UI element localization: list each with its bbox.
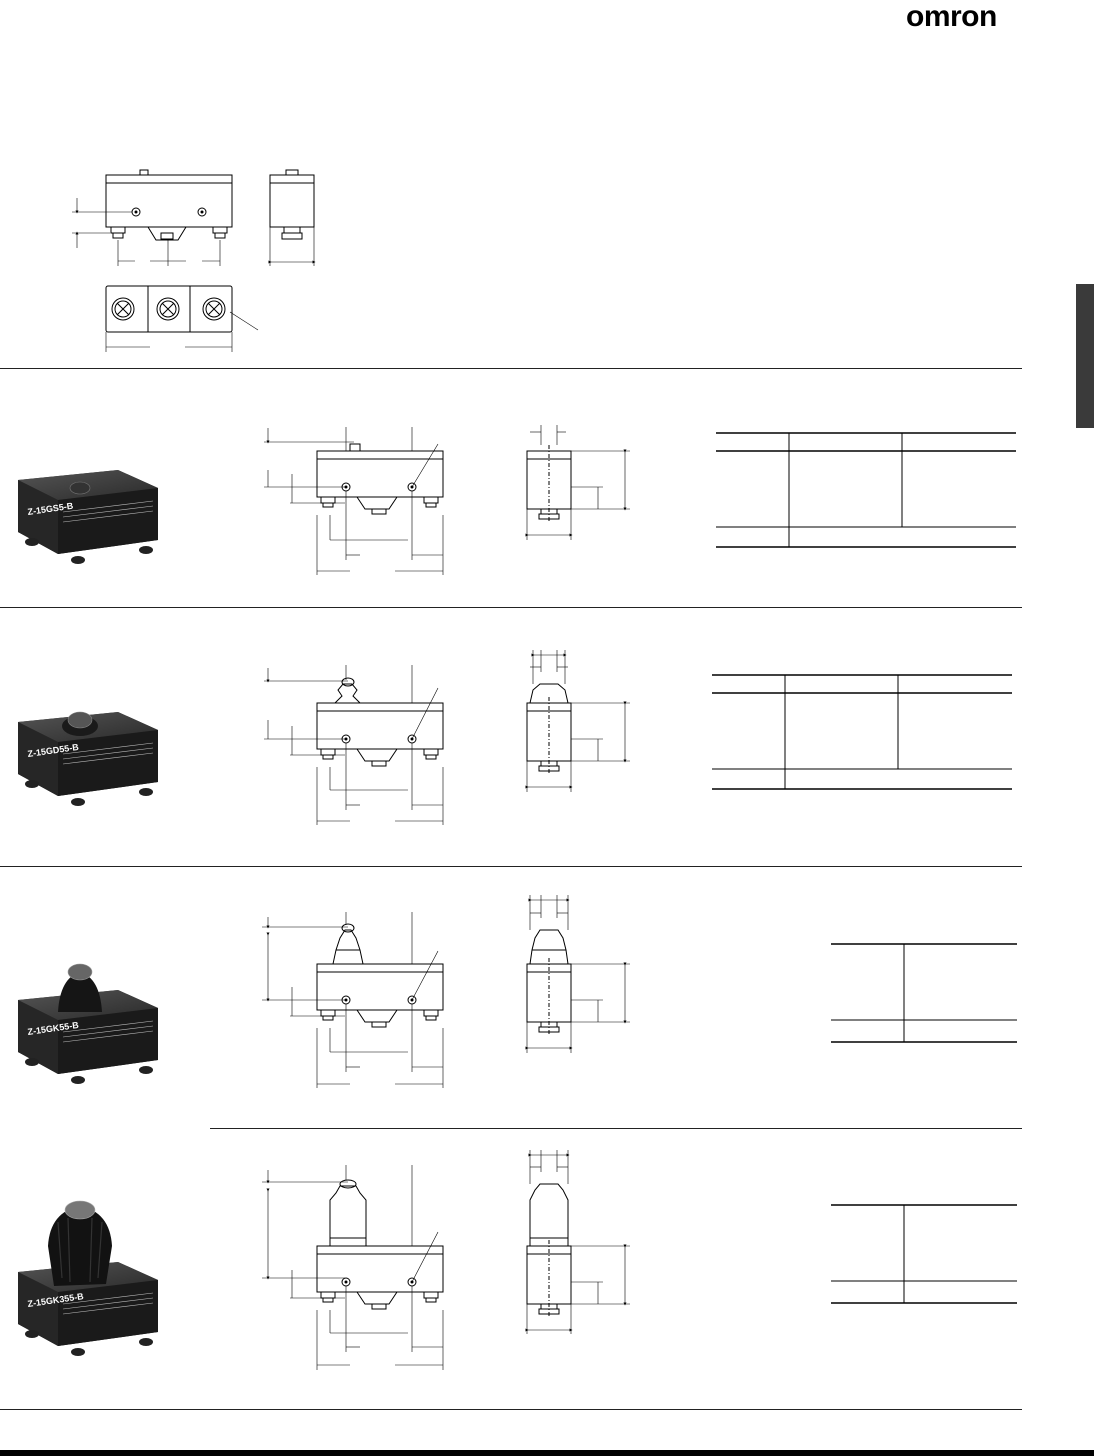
side-drawing-4 xyxy=(527,1150,630,1334)
spec-table-4 xyxy=(831,1205,1017,1303)
side-drawing-2 xyxy=(527,650,630,792)
photo-2 xyxy=(18,712,158,806)
model-label-3: Z-15GK55-B xyxy=(26,1019,80,1037)
omron-logo: omron xyxy=(906,0,997,33)
model-label-4: Z-15GK355-B xyxy=(26,1291,85,1309)
spec-table-3 xyxy=(831,944,1017,1042)
front-drawing-3 xyxy=(262,912,443,1088)
spec-table-2 xyxy=(712,675,1012,789)
photo-3 xyxy=(18,964,158,1084)
top-front-view xyxy=(72,170,232,266)
top-side-view xyxy=(270,170,314,266)
side-drawing-1 xyxy=(527,425,630,540)
side-drawing-3 xyxy=(527,895,630,1053)
photo-4 xyxy=(18,1201,158,1356)
front-drawing-4 xyxy=(262,1165,443,1370)
model-label-2: Z-15GD55-B xyxy=(26,741,80,759)
front-drawing-2 xyxy=(264,665,443,825)
model-label-1: Z-15GS5-B xyxy=(26,500,74,517)
top-terminal-view xyxy=(106,286,258,352)
spec-table-1 xyxy=(716,433,1016,547)
front-drawing-1 xyxy=(264,427,443,575)
photo-1 xyxy=(18,470,158,564)
